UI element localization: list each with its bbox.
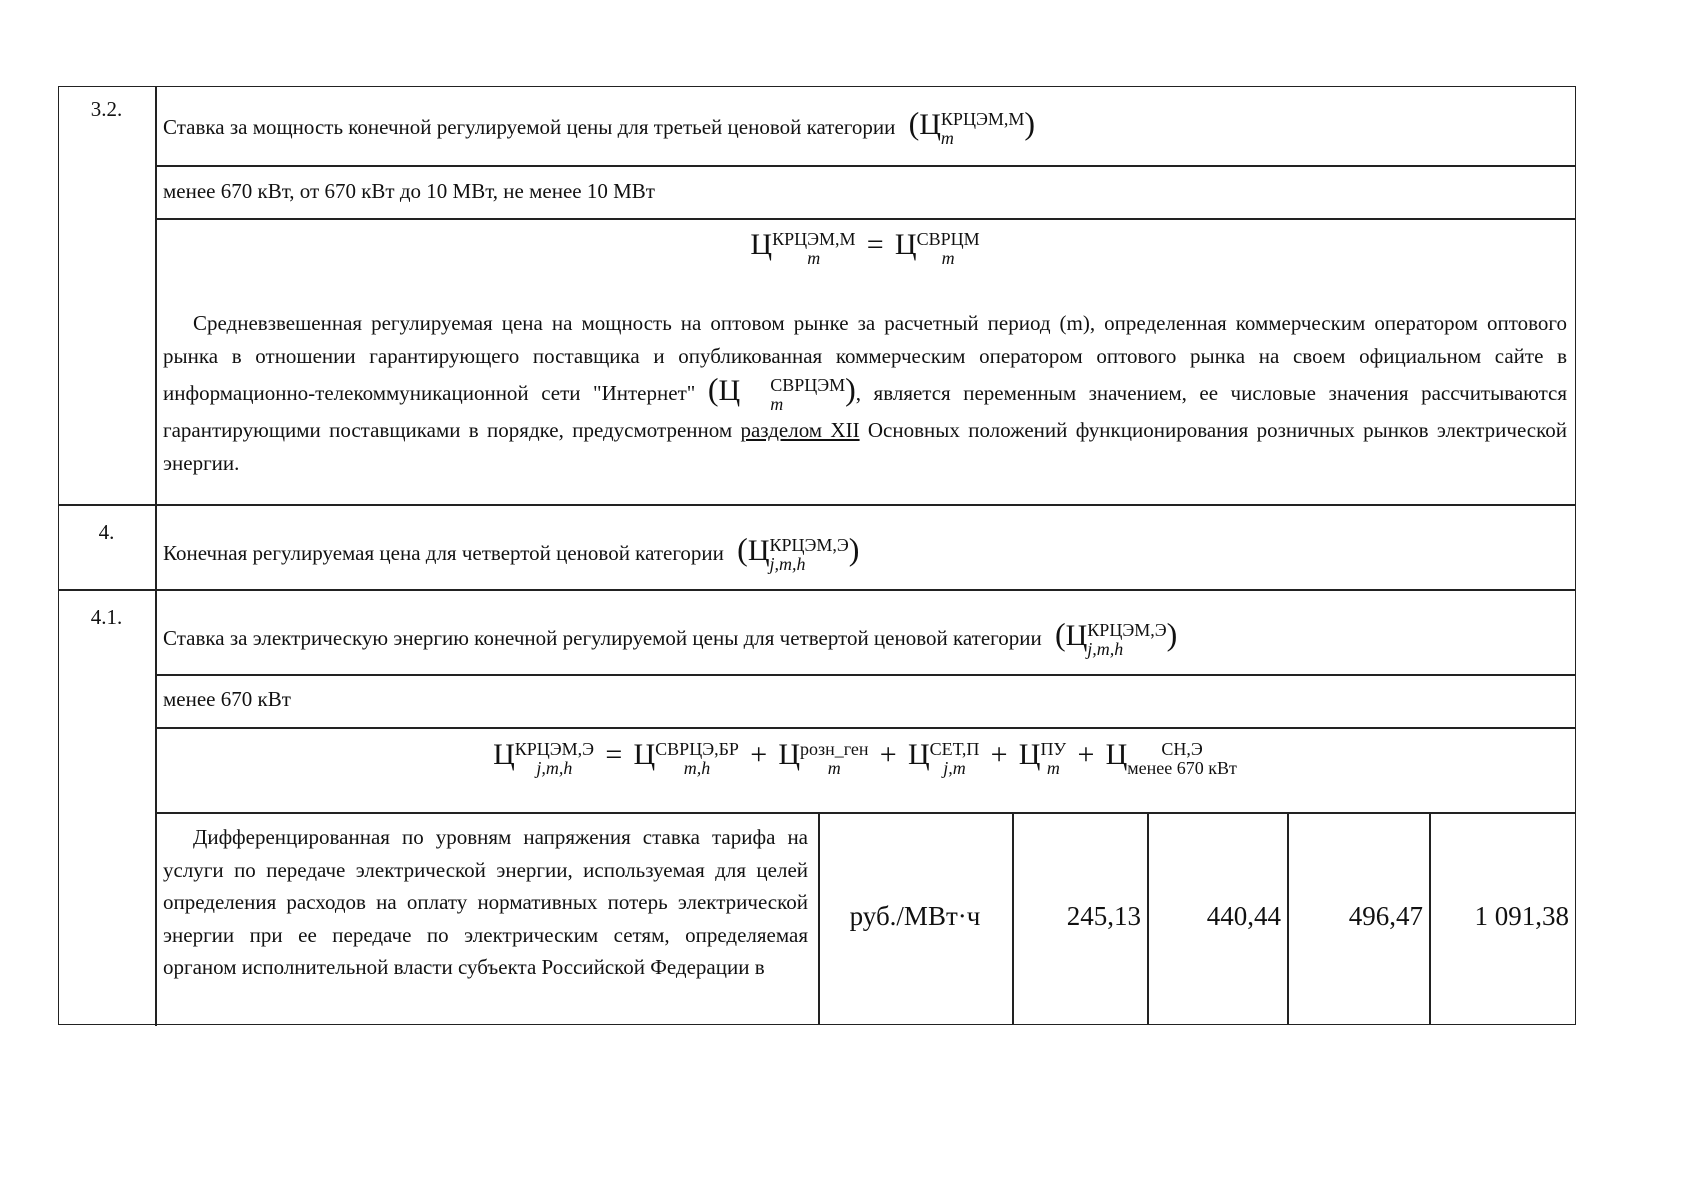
price-symbol: (Ц КРЦЭМ,М m ) bbox=[908, 105, 1035, 149]
row-number: 3.2. bbox=[90, 97, 123, 121]
row-line bbox=[59, 589, 1575, 591]
row-description: Средневзвешенная регулируемая цена на мощность на оптовом рынке за расчетный период (m), определенная коммерческим оператором оптового рынка в отношении гарантирующего поставщика и опубликованная коммерческим оператором оптового рынка на своем официальном сайте в информационно-телекоммуникационной сети "Интернет" (Ц СВРЦЭМ m ), является переменным значением, ее числовые значения рассчитываются гарантирующими поставщиками в порядке, предусмотренном разделом XII Основных положений функционирования розничных рынков электрической энергии. bbox=[163, 311, 1568, 476]
formula: Ц КРЦЭМ,М m = Ц СВРЦМ m bbox=[750, 228, 980, 269]
row-line bbox=[155, 674, 1575, 676]
section-link[interactable]: разделом XII bbox=[740, 418, 860, 443]
row-title bbox=[163, 107, 1563, 148]
row-line bbox=[155, 165, 1575, 167]
data-row-value: 245,13 bbox=[1066, 901, 1141, 931]
price-symbol: (Ц КРЦЭМ,Э j,m,h ) bbox=[737, 531, 860, 575]
row-line bbox=[155, 727, 1575, 729]
row-number: 4.1. bbox=[90, 605, 123, 629]
row-number: 4. bbox=[98, 520, 115, 544]
col-divider-number bbox=[155, 87, 157, 1026]
data-row-value: 1 091,38 bbox=[1474, 901, 1569, 931]
formula: Ц КРЦЭМ,Э j,m,h = Ц СВРЦЭ,БР m,h + Ц розн_ген m + Ц СЕТ,П j,m + Ц ПУ m + Ц СН,Э менее 670 кВт bbox=[493, 738, 1237, 779]
row-line bbox=[59, 504, 1575, 506]
row-condition: менее 670 кВт bbox=[163, 687, 291, 711]
row-title: Конечная регулируемая цена для четвертой ценовой категории (Ц КРЦЭМ,Э j,m,h ) bbox=[163, 531, 860, 575]
data-row-value: 440,44 bbox=[1206, 901, 1281, 931]
price-symbol: (Ц СВРЦЭМ m ) bbox=[707, 371, 856, 415]
data-row-unit: руб./МВт·ч bbox=[849, 901, 981, 931]
row-condition: менее 670 кВт, от 670 кВт до 10 МВт, не менее 10 МВт bbox=[163, 179, 655, 203]
data-row-value: 496,47 bbox=[1348, 901, 1423, 931]
row-line bbox=[155, 812, 1575, 814]
row-line bbox=[155, 218, 1575, 220]
row-title: Ставка за электрическую энергию конечной регулируемой цены для четвертой ценовой категории (Ц КРЦЭМ,Э j,m,h ) bbox=[163, 616, 1178, 660]
data-row-description: Дифференцированная по уровням напряжения ставка тарифа на услуги по передаче электрической энергии, используемая для целей определения расходов на оплату нормативных потерь электрической энергии при ее передаче по электрическим сетям, определяемая органом исполнительной власти субъекта Российской Федерации в bbox=[163, 825, 808, 979]
tariff-table bbox=[58, 86, 1576, 1025]
row-title-text: Ставка за мощность конечной регулируемой цены для третьей ценовой категории bbox=[163, 115, 896, 139]
price-symbol: (Ц КРЦЭМ,Э j,m,h ) bbox=[1054, 616, 1178, 660]
